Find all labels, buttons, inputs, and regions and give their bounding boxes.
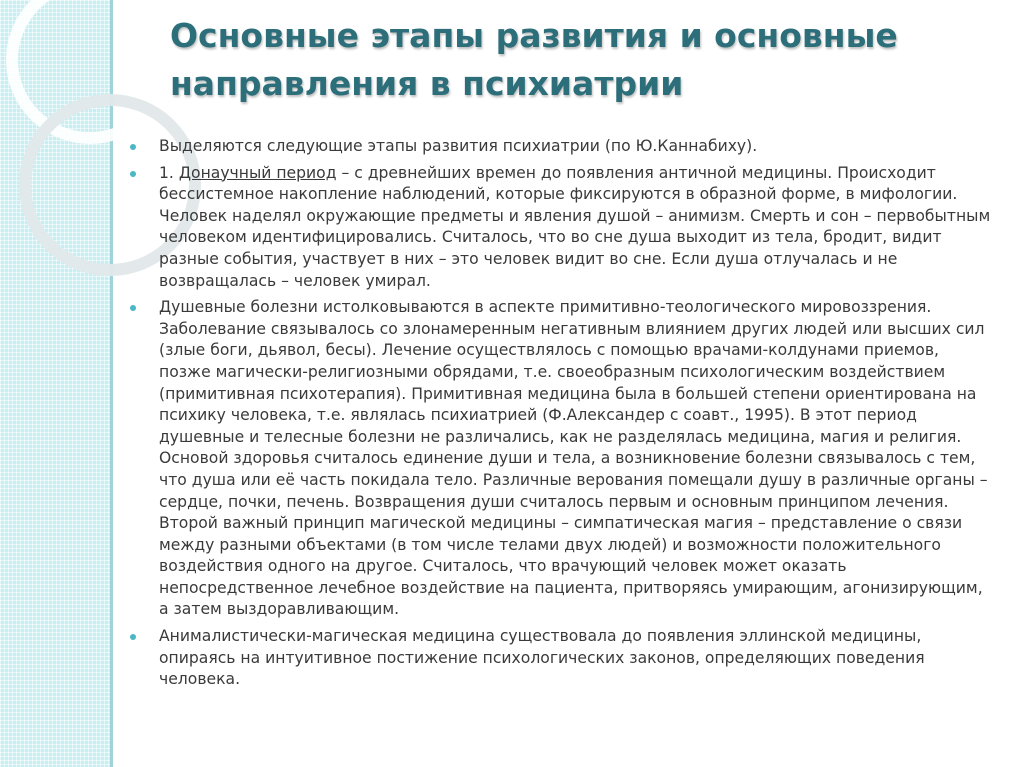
bullet-item — [130, 136, 995, 158]
bullet-dot-icon — [130, 171, 136, 177]
bullet-text: Душевные болезни истолковываются в аспекте примитивно-теологического мировоззрения. Заболевание связывалось со злонамеренным негативным влиянием других людей или высших сил (злые боги, дьявол, бесы). Лечение осуществлялось с помощью врачами-колдунами приемов, позже магически-религиозными обрядами, т.е. своеобразным психологическим воздействием (примитивная психотерапия). Примитивная медицина была в большей степени ориентирована на психику человека, т.е. являлась психиатрией (Ф.Александер с соавт., 1995). В этот период душевные и телесные болезни не различались, как не разделялась медицина, магия и религия. Основой здоровья считалось единение души и тела, а возникновение болезни связывалось с тем, что душа или её часть покидала тело. Различные верования помещали душу в различные органы – сердце, почки, печень. Возвращения души считалось первым и основным принципом лечения. Второй важный принцип магической медицины – симпатическая магия – представление о связи между разными объектами (в том числе телами двух людей) и возможности положительного воздействия одного на другое. Считалось, что врачующий человек может оказать непосредственное лечебное воздействие на пациента, притворяясь умирающим, агонизирующим, а затем выздоравливающим. — [159, 298, 988, 619]
bullet-item — [130, 163, 995, 293]
slide-title — [170, 12, 990, 108]
bullet-prefix: 1. — [159, 163, 179, 182]
bullet-dot-icon — [130, 305, 136, 311]
bullet-item — [130, 297, 995, 621]
title-line-2: направления в психиатрии — [170, 64, 684, 103]
bullet-text: – с древнейших времен до появления античной медицины. Происходит бессистемное накопление наблюдений, которые фиксируются в образной форме, в мифологии. Человек наделял окружающие предметы и явления душой – анимизм. Смерть и сон – первобытным человеком идентифицировались. Считалось, что во сне душа выходит из тела, бродит, видит разные события, участвует в них – это человек видит во сне. Если душа отлучалась и не возвращалась – человек умирал. — [159, 163, 991, 290]
bullet-underlined-term: Донаучный период — [178, 163, 337, 182]
bullet-text: Выделяются следующие этапы развития психиатрии (по Ю.Каннабиху). — [159, 137, 758, 155]
bullet-text: Анималистически-магическая медицина существовала до появления эллинской медицины, опираясь на интуитивное постижение психологических законов, определяющих поведения человека. — [159, 627, 925, 689]
title-line-1: Основные этапы развития и основные — [170, 16, 898, 55]
bullet-item — [130, 626, 995, 691]
bullet-dot-icon — [130, 634, 136, 640]
bullet-dot-icon — [130, 144, 136, 150]
bullet-list — [130, 136, 995, 696]
